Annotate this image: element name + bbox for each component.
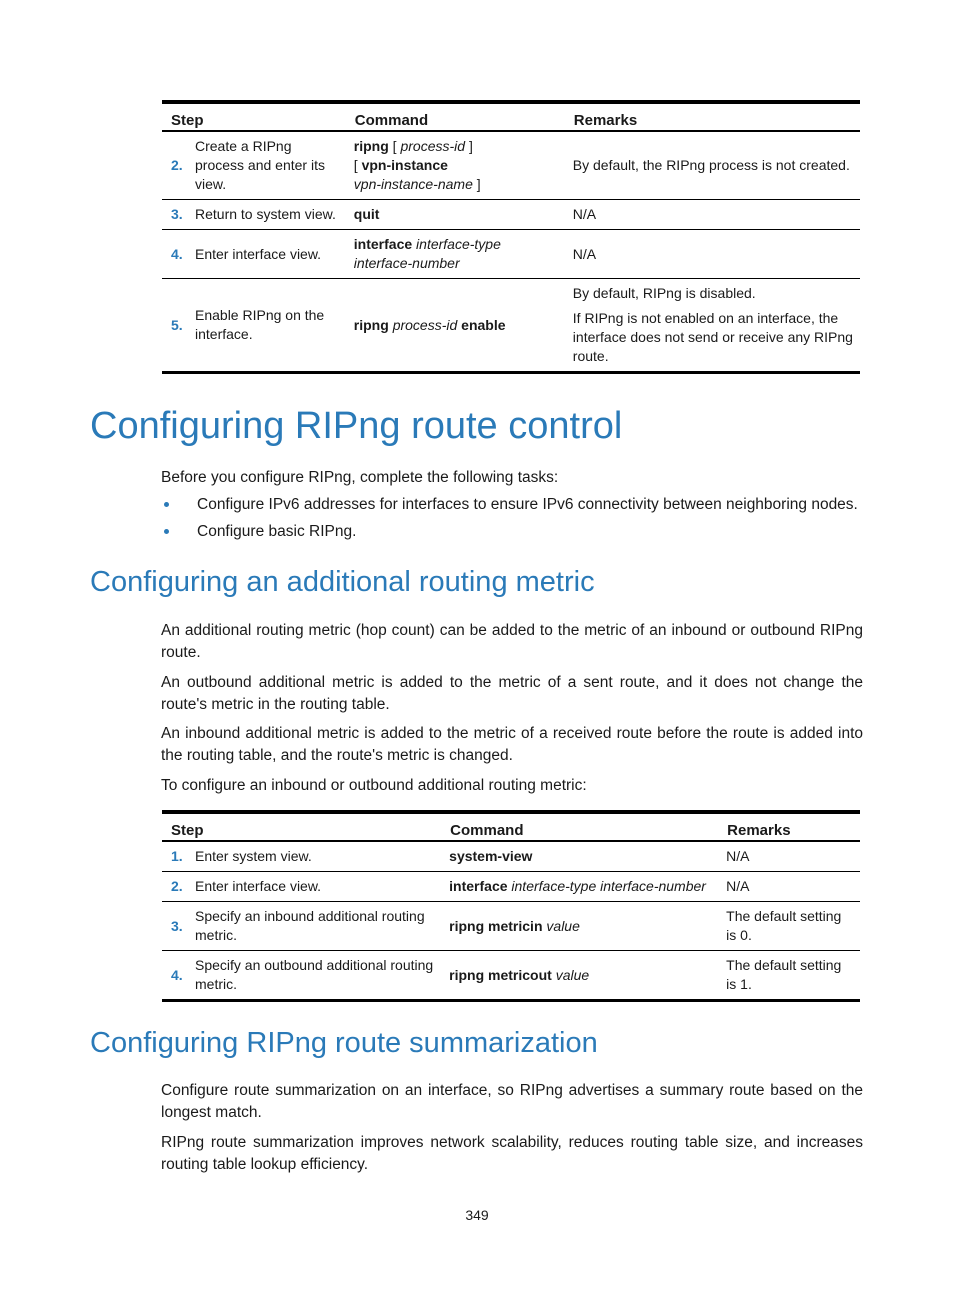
step-action: Enter interface view. (191, 230, 346, 279)
header-command: Command (346, 102, 565, 131)
cmd-argument: value (555, 966, 590, 983)
page-number: 349 (465, 1207, 489, 1223)
list-item (161, 494, 863, 516)
additional-metric-steps-table (162, 810, 860, 1002)
header-remarks: Remarks (718, 812, 860, 841)
prerequisite-list (161, 494, 863, 548)
cmd-keyword: enable (461, 316, 506, 333)
list-item-text: Configure basic RIPng. (197, 523, 357, 540)
cmd-argument: interface-type interface-number (511, 878, 706, 894)
table-row (162, 841, 860, 872)
step-command (346, 200, 565, 230)
step-remarks (565, 200, 860, 230)
step-command (441, 902, 718, 951)
step-number: 2. (162, 872, 191, 902)
step-remarks (565, 230, 860, 279)
header-step: Step (162, 102, 346, 131)
metric-paragraph: An inbound additional metric is added to the metric of a received route before the route is added into the routing table, and the route's metric is changed. (161, 725, 863, 764)
table-row (162, 951, 860, 1001)
step-number: 3. (162, 902, 191, 951)
step-action: Create a RIPng process and enter its view. (191, 131, 346, 200)
step-number: 4. (162, 951, 191, 1001)
metric-paragraph: To configure an inbound or outbound additional routing metric: (161, 777, 587, 794)
step-command (346, 279, 565, 373)
cmd-keyword: ripng (353, 138, 389, 154)
route-control-intro: Before you configure RIPng, complete the following tasks: (161, 469, 559, 486)
table-header-row (162, 812, 860, 841)
cmd-argument: interface-number (353, 255, 460, 271)
header-remarks: Remarks (565, 102, 860, 131)
cmd-keyword: interface (449, 878, 508, 894)
bullet-icon (164, 502, 169, 507)
step-number: 2. (162, 131, 191, 200)
step-action: Return to system view. (191, 200, 346, 230)
cmd-keyword: ripng metricin (449, 917, 543, 934)
summarization-paragraph: RIPng route summarization improves network scalability, reduces routing table size, and increases routing table lookup efficiency. (161, 1134, 863, 1173)
ripng-process-steps-table (162, 100, 860, 374)
step-number: 4. (162, 230, 191, 279)
table-row (162, 230, 860, 279)
list-item (161, 521, 863, 543)
step-command (441, 951, 718, 1001)
section-title-summarization: Configuring RIPng route summarization (90, 1027, 598, 1059)
step-command (441, 872, 718, 902)
metric-paragraph: An outbound additional metric is added to the metric of a sent route, and it does not change the route's metric in the routing table. (161, 674, 863, 713)
cmd-keyword: vpn-instance (361, 157, 448, 173)
remark-text: By default, RIPng is disabled. (572, 285, 756, 301)
cmd-text: ] (465, 138, 473, 154)
step-number: 1. (162, 841, 191, 872)
cmd-text: ] (472, 176, 481, 192)
step-remarks (565, 131, 860, 200)
table-header-row (162, 102, 860, 131)
cmd-argument: process-id (392, 316, 458, 333)
remark-text: N/A (572, 206, 597, 222)
table-row (162, 279, 860, 373)
table-row (162, 902, 860, 951)
step-action: Enter interface view. (191, 872, 441, 902)
step-command (346, 131, 565, 200)
cmd-keyword: system-view (449, 848, 533, 864)
cmd-argument: process-id (400, 138, 466, 154)
section-title-additional-metric: Configuring an additional routing metric (90, 566, 595, 598)
metric-paragraph: An additional routing metric (hop count) can be added to the metric of an inbound or outbound RIPng route. (161, 622, 863, 661)
summarization-paragraph: Configure route summarization on an interface, so RIPng advertises a summary route based on the longest match. (161, 1082, 863, 1121)
cmd-keyword: ripng metricout (449, 966, 552, 983)
cmd-argument: vpn-instance-name (353, 176, 473, 192)
remark-text: N/A (572, 245, 597, 262)
remark-text: If RIPng is not enabled on an interface, the interface does not send or receive any RIPng route. (572, 310, 853, 364)
step-number: 3. (162, 200, 191, 230)
step-action: Enter system view. (191, 841, 441, 872)
step-number: 5. (162, 279, 191, 373)
cmd-keyword: interface (353, 236, 413, 252)
cmd-keyword: ripng (353, 316, 389, 333)
step-action: Enable RIPng on the interface. (191, 279, 346, 373)
cmd-text: [ (353, 157, 362, 173)
table-row (162, 200, 860, 230)
cmd-keyword: quit (353, 206, 380, 222)
header-step: Step (162, 812, 441, 841)
step-action: Specify an outbound additional routing metric. (191, 951, 441, 1001)
header-command: Command (441, 812, 718, 841)
section-title-route-control: Configuring RIPng route control (90, 405, 623, 447)
step-command (441, 841, 718, 872)
step-action: Specify an inbound additional routing metric. (191, 902, 441, 951)
list-item-text: Configure IPv6 addresses for interfaces to ensure IPv6 connectivity between neighboring nodes. (197, 496, 858, 513)
cmd-argument: value (546, 917, 580, 934)
step-remarks: The default setting is 1. (718, 951, 860, 1001)
cmd-text: [ (388, 138, 401, 154)
step-remarks: N/A (718, 872, 860, 902)
bullet-icon (164, 529, 169, 534)
step-command (346, 230, 565, 279)
step-remarks (565, 279, 860, 373)
table-row (162, 131, 860, 200)
table-row (162, 872, 860, 902)
remark-text: By default, the RIPng process is not created. (572, 157, 850, 173)
cmd-argument: interface-type (416, 236, 501, 252)
step-remarks: N/A (718, 841, 860, 872)
step-remarks: The default setting is 0. (718, 902, 860, 951)
